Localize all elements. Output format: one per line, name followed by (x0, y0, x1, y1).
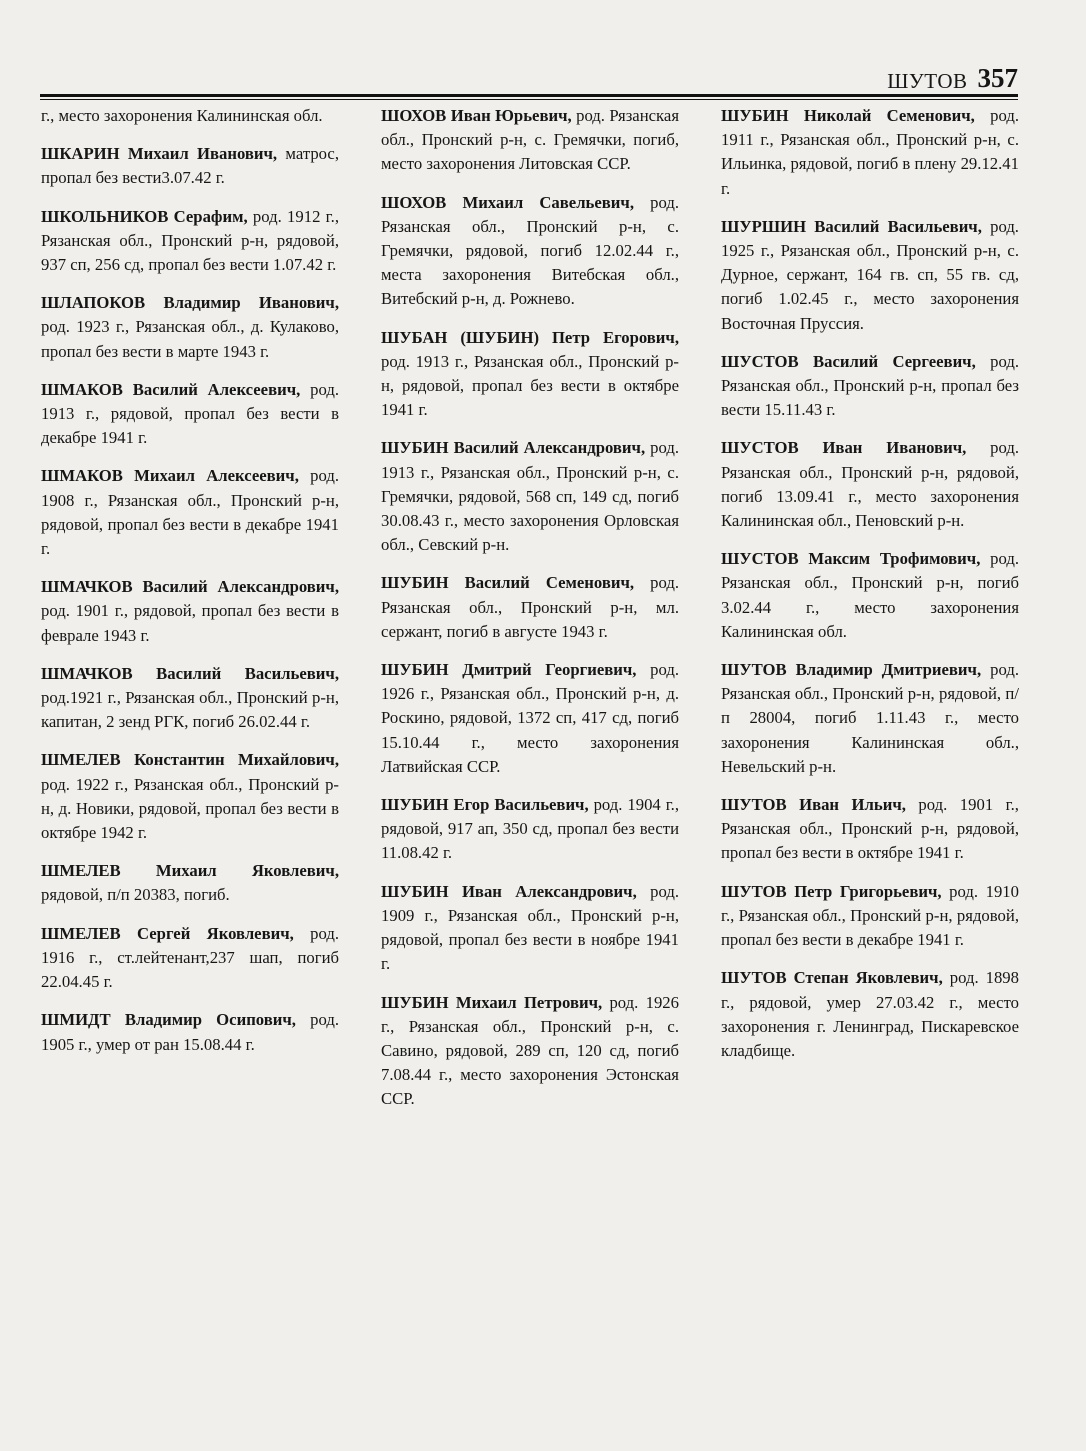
entry-details: род. 1926 г., Рязанская обл., Пронский р-н, с. Савино, рядовой, 289 сп, 120 сд, погиб 7.08.44 г., место захоронения Эстонская ССР. (381, 992, 679, 1109)
entry-name: ШУТОВ Владимир Дмитриевич, (721, 660, 982, 680)
entry-details: род. 1901 г., рядовой, пропал без вести в феврале 1943 г. (41, 601, 339, 645)
entry-name: ШУСТОВ Максим Трофимович, (721, 549, 981, 569)
entry (381, 880, 679, 977)
entry (381, 793, 679, 866)
entry (41, 859, 339, 907)
entry (721, 215, 1019, 336)
entry-name: ШМЕЛЕВ Михаил Яковлевич, (41, 861, 339, 881)
entry-details: род. 1911 г., Рязанская обл., Пронский р-н, с. Ильинка, рядовой, погиб в плену 29.12.41 г. (721, 106, 1019, 198)
entry (381, 991, 679, 1112)
entry-details: род. Рязанская обл., Пронский р-н, рядовой, погиб 13.09.41 г., место захоронения Калининская обл., Пеновский р-н. (721, 438, 1019, 531)
entry (721, 104, 1019, 201)
entry (41, 748, 339, 845)
entry-details: род. 1904 г., рядовой, 917 ап, 350 сд, пропал без вести 11.08.42 г. (381, 795, 679, 863)
entry-name: ШУБИН Михаил Петрович, (381, 992, 603, 1012)
entry (721, 436, 1019, 533)
entry-details: род. 1910 г., Рязанская обл., Пронский р-н, рядовой, пропал без вести в декабре 1941 г. (721, 881, 1019, 950)
entry-name: ШУБИН Василий Александрович, (381, 438, 646, 458)
entry-details: род. Рязанская обл., Пронский р-н, погиб 3.02.44 г., место захоронения Калининская обл. (721, 549, 1020, 641)
entry (721, 793, 1019, 866)
entry-details: род. 1925 г., Рязанская обл., Пронский р-н, с. Дурное, сержант, 164 гв. сп, 55 гв. сд, погиб 1.02.45 г., место захоронения Восточная Пруссия. (721, 216, 1019, 333)
entry-name: ШУБИН Василий Семенович, (381, 573, 635, 593)
entry-details: рядовой, п/п 20383, погиб. (41, 885, 230, 905)
entry-name: ШУБИН Николай Семенович, (721, 106, 975, 125)
entry (41, 378, 339, 451)
entry (41, 1008, 339, 1056)
entry-name: ШУСТОВ Иван Иванович, (721, 438, 967, 458)
header-rule-thin (40, 99, 1018, 100)
entry (721, 966, 1019, 1063)
header-rule-thick (40, 94, 1018, 97)
entry-name: ШОХОВ Иван Юрьевич, (381, 106, 572, 125)
column-middle (381, 104, 679, 1126)
entry (41, 291, 339, 364)
entry-details: род. Рязанская обл., Пронский р-н, рядовой, п/п 28004, погиб 1.11.43 г., место захоронения Калининская обл., Невельский р-н. (721, 660, 1019, 776)
entry-details: род. 1909 г., Рязанская обл., Пронский р-н, рядовой, пропал без вести в ноябре 1941 г. (381, 881, 680, 974)
entry (41, 922, 339, 995)
entry (381, 658, 679, 779)
entry-name: ШМЕЛЕВ Константин Михайлович, (41, 750, 339, 770)
entry-name: ШУРШИН Василий Васильевич, (721, 216, 982, 236)
entry-details: род. 1908 г., Рязанская обл., Пронский р-н, рядовой, пропал без вести в декабре 1941 г. (41, 466, 339, 559)
entry-name: ШУБИН Иван Александрович, (381, 881, 637, 901)
entry-details: род. Рязанская обл., Пронский р-н, с. Гремячки, погиб, место захоронения Литовская ССР. (381, 106, 679, 174)
column-left (41, 104, 339, 1126)
entry-details: род. 1901 г., Рязанская обл., Пронский р-н, рядовой, пропал без вести в октябре 1941 г. (721, 795, 1019, 863)
entry-details: г., место захоронения Калининская обл. (41, 106, 323, 125)
entry-name: ШУТОВ Иван Ильич, (721, 795, 906, 815)
entry-details: род.1921 г., Рязанская обл., Пронский р-н, капитан, 2 зенд РГК, погиб 26.02.44 г. (41, 688, 339, 732)
entry-details: род. Рязанская обл., Пронский р-н, пропал без вести 15.11.43 г. (721, 351, 1019, 420)
entry (381, 436, 679, 557)
entry-details: матрос, пропал без вести3.07.42 г. (41, 144, 339, 188)
entry (721, 350, 1019, 423)
entry-name: ШУТОВ Петр Григорьевич, (721, 881, 942, 901)
entry-details: род. 1898 г., рядовой, умер 27.03.42 г., место захоронения г. Ленинград, Пискаревское кладбище. (721, 968, 1019, 1060)
entry-details: род. Рязанская обл., Пронский р-н, с. Гремячки, рядовой, погиб 12.02.44 г., места захоронения Витебская обл., Витебский р-н, д. Рожнево. (381, 192, 679, 309)
entry (721, 658, 1019, 779)
entry-details: род. 1926 г., Рязанская обл., Пронский р-н, д. Роскино, рядовой, 1372 сп, 417 сд, погиб 15.10.44 г., место захоронения Латвийская ССР. (381, 660, 680, 776)
text-columns (41, 104, 1019, 1126)
entry-name: ШУБИН Дмитрий Георгиевич, (381, 660, 637, 680)
entry-name: ШУБИН Егор Васильевич, (381, 795, 589, 815)
entry-name: ШЛАПОКОВ Владимир Иванович, (41, 293, 339, 313)
entry-details: род. Рязанская обл., Пронский р-н, мл. сержант, погиб в августе 1943 г. (381, 573, 679, 641)
entry-name: ШМИДТ Владимир Осипович, (41, 1010, 296, 1030)
header-section-name: ШУТОВ (887, 69, 968, 93)
entry (381, 571, 679, 644)
entry-details: род. 1923 г., Рязанская обл., д. Кулаково, пропал без вести в марте 1943 г. (41, 317, 339, 361)
entry-name: ШКОЛЬНИКОВ Серафим, (41, 206, 248, 226)
entry-name: ШОХОВ Михаил Савельевич, (381, 192, 634, 212)
entry (41, 205, 339, 278)
entry (41, 464, 339, 561)
entry-name: ШУТОВ Степан Яковлевич, (721, 968, 943, 988)
running-header (40, 58, 1018, 92)
entry-name: ШКАРИН Михаил Иванович, (41, 144, 278, 164)
entry-details: род. 1913 г., Рязанская обл., Пронский р-н, с. Гремячки, рядовой, 568 сп, 149 сд, погиб 30.08.43 г., место захоронения Орловская обл., Севский р-н. (381, 438, 679, 555)
entry-details: род. 1912 г., Рязанская обл., Пронский р-н, рядовой, 937 сп, 256 сд, пропал без вести 1.07.42 г. (41, 206, 339, 275)
entry-name: ШМАКОВ Василий Алексеевич, (41, 379, 301, 399)
entry (41, 662, 339, 735)
entry-name: ШМАКОВ Михаил Алексеевич, (41, 466, 299, 486)
entry (721, 547, 1019, 644)
page-number: 357 (977, 63, 1018, 93)
entry (381, 104, 679, 177)
entry-name: ШМАЧКОВ Василий Васильевич, (41, 663, 339, 683)
entry-name: ШМЕЛЕВ Сергей Яковлевич, (41, 923, 294, 943)
entry-details: род. 1916 г., ст.лейтенант,237 шап, погиб 22.04.45 г. (41, 923, 339, 992)
entry (41, 104, 339, 128)
entry-details: род. 1905 г., умер от ран 15.08.44 г. (41, 1010, 340, 1054)
entry-name: ШУБАН (ШУБИН) Петр Егорович, (381, 327, 679, 347)
entry-details: род. 1913 г., Рязанская обл., Пронский р-н, рядовой, пропал без вести в октябре 1941 г. (381, 351, 679, 420)
entry (381, 191, 679, 312)
entry-name: ШМАЧКОВ Василий Александрович, (41, 577, 339, 597)
entry (41, 575, 339, 648)
entry (381, 326, 679, 423)
entry-name: ШУСТОВ Василий Сергеевич, (721, 351, 976, 371)
entry (41, 142, 339, 190)
entry-details: род. 1922 г., Рязанская обл., Пронский р-н, д. Новики, рядовой, пропал без вести в октябре 1942 г. (41, 774, 339, 843)
entry-details: род. 1913 г., рядовой, пропал без вести в декабре 1941 г. (41, 379, 339, 448)
column-right (721, 104, 1019, 1126)
entry (721, 880, 1019, 953)
